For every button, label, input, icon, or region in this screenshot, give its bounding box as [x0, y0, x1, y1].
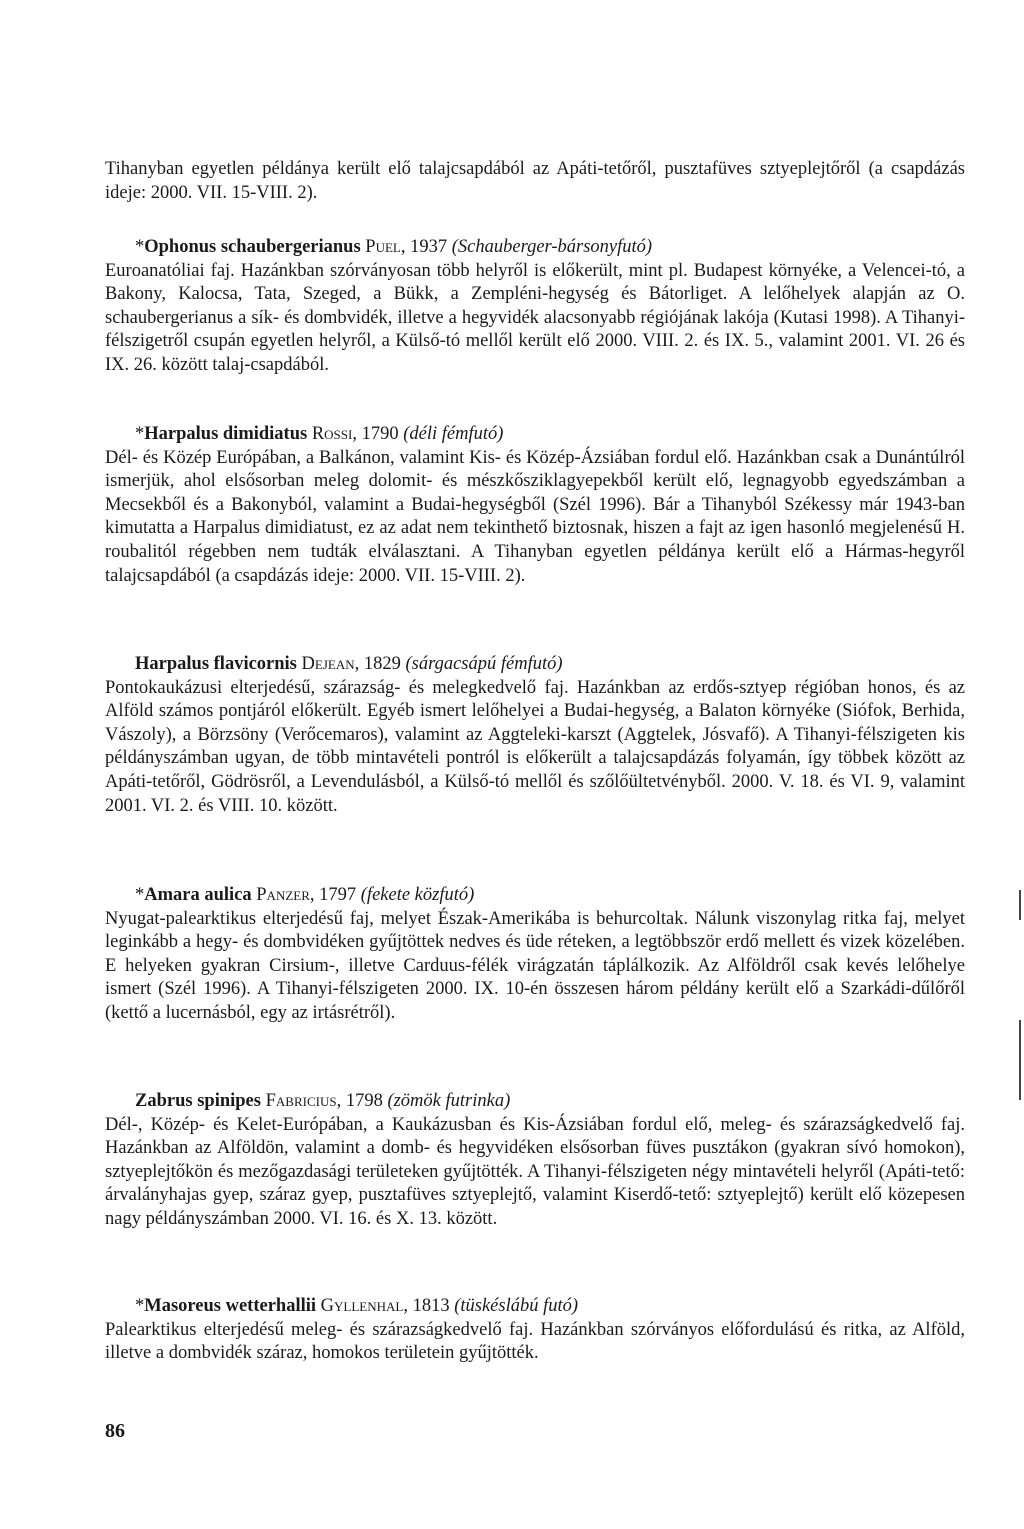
common-name: (Schauberger-bársonyfutó): [451, 237, 653, 257]
species-entry-masoreus: [105, 1295, 965, 1366]
page-number: 86: [105, 1420, 125, 1442]
intro-paragraph: Tihanyban egyetlen példánya került elő talajcsapdából az Apáti-tetőről, pusztafüves sztyeplejtőről (a csapdázás ideje: 2000. VII. 15-VIII. 2).: [105, 159, 965, 203]
species-entry-harpalus-dimidiatus: [105, 423, 965, 588]
species-year: , 1790: [352, 424, 399, 444]
species-name: Ophonus schaubergerianus: [144, 237, 361, 257]
species-name: Masoreus wetterhallii: [144, 1296, 317, 1316]
entry-heading: [105, 884, 965, 908]
species-name: Harpalus dimidiatus: [144, 424, 308, 444]
species-year: , 1797: [309, 885, 357, 905]
entry-heading: [105, 423, 965, 447]
native-marker: *: [135, 1296, 145, 1316]
native-marker: *: [135, 424, 145, 444]
species-year: , 1813: [403, 1296, 450, 1316]
species-entry-zabrus-spinipes: [105, 1090, 965, 1232]
species-author: Dejean: [301, 654, 355, 674]
entry-heading: [105, 653, 965, 677]
entry-text: Pontokaukázusi elterjedésű, szárazság- és melegkedvelő faj. Hazánkban az erdős-sztyep régióban honos, és az Alföld számos pontjáról előkerült. Egyéb ismert lelőhelyei a Budai-hegység, a Balaton környéke (Siófok, Berhida, Vászoly), a Börzsöny (Verőcemaros), valamint az Aggteleki-karszt (Aggtelek, Jósvafő). A Tihanyi-félszigeten kis példányszámban ugyan, de több mintavételi pontról is előkerült a talajcsapdázás folyamán, így többek között az Apáti-tetőről, Gödrösről, a Levendulásból, a Külső-tó mellől és szőlőültetvényből. 2000. V. 18. és VI. 9, valamint 2001. VI. 2. és VIII. 10. között.: [105, 677, 965, 816]
entry-text: Palearktikus elterjedésű meleg- és szárazságkedvelő faj. Hazánkban szórványos előfordulású és ritka, az Alföld, illetve a dombvidék száraz, homokos területein gyűjtötték.: [105, 1319, 965, 1364]
species-name: Zabrus spinipes: [135, 1091, 261, 1111]
common-name: (tüskéslábú futó): [454, 1296, 579, 1316]
species-author: Rossi: [311, 424, 353, 444]
entry-heading: [105, 236, 965, 260]
species-author: Fabricius: [265, 1091, 337, 1111]
species-author: Gyllenhal: [320, 1296, 404, 1316]
species-year: , 1829: [354, 654, 401, 674]
common-name: (déli fémfutó): [403, 424, 504, 444]
species-entry-amara-aulica: [105, 884, 965, 1026]
scan-edge-mark: [1019, 890, 1021, 920]
species-author: Puel: [365, 237, 401, 257]
species-entry-harpalus-flavicornis: [105, 653, 965, 818]
common-name: (fekete közfutó): [360, 885, 475, 905]
entry-heading: [105, 1090, 965, 1114]
scan-edge-mark: [1019, 1020, 1021, 1100]
species-entry-ophonus: [105, 236, 965, 378]
entry-text: Euroanatóliai faj. Hazánkban szórványosan több helyről is előkerült, mint pl. Budapest környéke, a Velencei-tó, a Bakony, Kalocsa, Tata, Szeged, a Bükk, a Zempléni-hegység és Bátorliget. A lelőhelyek alapján az O. schaubergerianus a sík- és dombvidék, illetve a hegyvidék alacsonyabb régiójának lakója (Kutasi 1998). A Tihanyi-félszigetről csupán egyetlen helyről, a Külső-tó mellől került elő 2000. VIII. 2. és IX. 5., valamint 2001. VI. 26 és IX. 26. között talaj-csapdából.: [105, 260, 965, 375]
species-name: Harpalus flavicornis: [135, 654, 297, 674]
species-year: , 1937: [400, 237, 448, 257]
native-marker: *: [135, 885, 145, 905]
species-name: Amara aulica: [144, 885, 252, 905]
common-name: (zömök futrinka): [387, 1091, 511, 1111]
species-author: Panzer: [256, 885, 310, 905]
native-marker: *: [135, 237, 145, 257]
entry-text: Dél-, Közép- és Kelet-Európában, a Kaukázusban és Kis-Ázsiában fordul elő, meleg- és szárazságkedvelő faj. Hazánkban az Alföldön, valamint a domb- és hegyvidéken elsősorban füves pusztákon (gyakran sívó homokon), sztyeplejtőkön és mezőgazdasági területeken gyűjtötték. A Tihanyi-félszigeten négy mintavételi helyről (Apáti-tető: árvalányhajas gyep, száraz gyep, pusztafüves sztyeplejtő, valamint Kiserdő-tető: sztyeplejtő) került elő közepesen nagy példányszámban 2000. VI. 16. és X. 13. között.: [105, 1114, 965, 1229]
entry-heading: [105, 1295, 965, 1319]
entry-text: Nyugat-palearktikus elterjedésű faj, melyet Észak-Amerikába is behurcoltak. Nálunk viszonylag ritka faj, melyet leginkább a hegy- és dombvidéken gyűjtöttek nedves és üde réteken, a legtöbbször erdő mellett és vizek közelében. E helyeken gyakran Cirsium-, illetve Carduus-félék virágzatán táplálkozik. Az Alföldről csak kevés lelőhelye ismert (Szél 1996). A Tihanyi-félszigeten 2000. IX. 10-én összesen három példány került elő a Szarkádi-dűlőről (kettő a lucernásból, egy az irtásrétről).: [105, 908, 965, 1023]
species-year: , 1798: [336, 1091, 383, 1111]
common-name: (sárgacsápú fémfutó): [405, 654, 563, 674]
entry-text: Dél- és Közép Európában, a Balkánon, valamint Kis- és Közép-Ázsiában fordul elő. Hazánkban csak a Dunántúlról ismerjük, ahol elsősorban meleg dolomit- és mészkősziklagyepekből került elő, legnagyobb egyedszámban a Mecsekből és a Bakonyból, valamint a Budai-hegységből (Szél 1996). Bár a Tihanyból Székessy már 1943-ban kimutatta a Harpalus dimidiatust, ez az adat nem tekinthető biztosnak, hiszen a fajt az igen hasonló megjelenésű H. roubalitól régebben nem tudták elválasztani. A Tihanyban egyetlen példánya került elő a Hármas-hegyről talajcsapdából (a csapdázás ideje: 2000. VII. 15-VIII. 2).: [105, 447, 965, 586]
